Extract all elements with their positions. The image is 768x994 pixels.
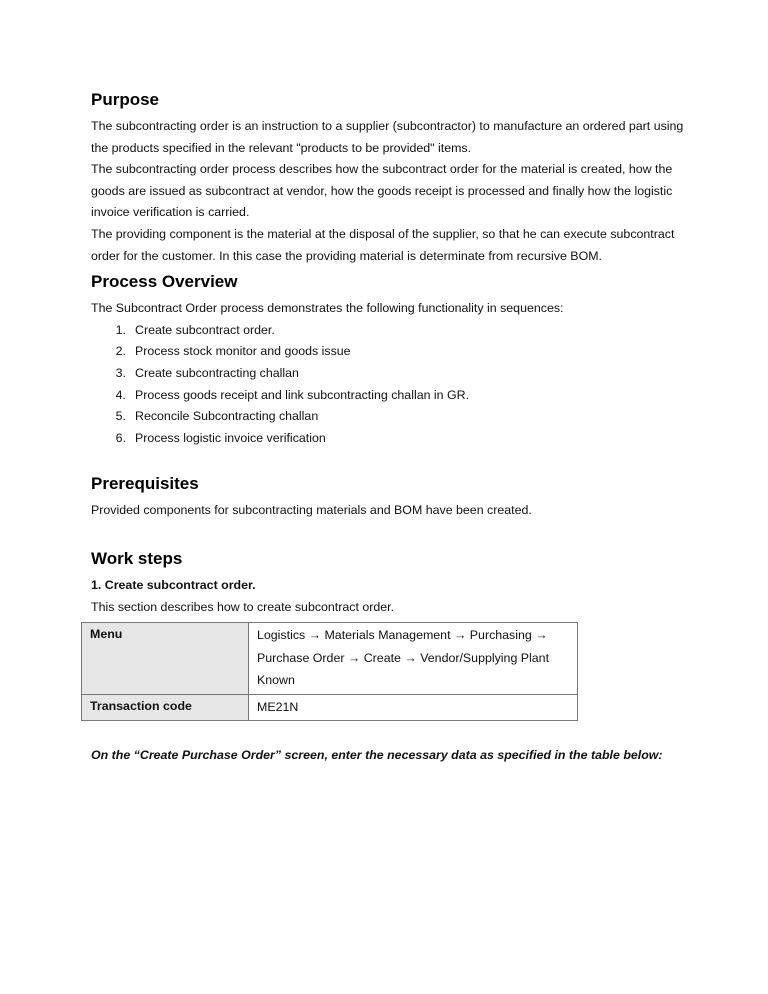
list-item-number: 1. xyxy=(115,322,126,337)
process-overview-section xyxy=(91,270,691,449)
list-item-number: 2. xyxy=(115,344,126,359)
menu-path-line: Known xyxy=(257,673,295,688)
list-item xyxy=(91,320,691,342)
table-row xyxy=(82,694,578,721)
purpose-paragraph: The subcontracting order process describes how the subcontract order for the material is created, how the goods are issued as subcontract at vendor, how the goods receipt is processed and finally how the logistic invoice verification is carried. xyxy=(91,162,673,220)
menu-path-line: Purchase Order → Create → Vendor/Supplying Plant xyxy=(257,650,550,665)
prerequisites-text: Provided components for subcontracting materials and BOM have been created. xyxy=(91,503,532,518)
menu-path-cell xyxy=(249,623,578,695)
menu-path-table xyxy=(81,622,578,721)
prerequisites-section xyxy=(91,472,691,522)
transaction-code-value-cell: ME21N xyxy=(249,694,578,721)
list-item-number: 4. xyxy=(115,387,126,402)
list-item-number: 5. xyxy=(115,409,126,424)
instruction-note: On the “Create Purchase Order” screen, enter the necessary data as specified in the table below: xyxy=(91,748,663,763)
list-item xyxy=(91,428,691,450)
process-steps-list xyxy=(91,320,691,450)
process-overview-heading: Process Overview xyxy=(91,272,238,292)
process-overview-intro: The Subcontract Order process demonstrates the following functionality in sequences: xyxy=(91,301,564,316)
list-item xyxy=(91,385,691,407)
list-item-text: Create subcontract order. xyxy=(135,322,275,337)
menu-label-cell: Menu xyxy=(82,623,249,695)
step-description: This section describes how to create subcontract order. xyxy=(91,599,395,614)
work-steps-section xyxy=(91,547,691,765)
list-item-text: Process logistic invoice verification xyxy=(135,430,326,445)
work-steps-heading: Work steps xyxy=(91,548,183,568)
list-item xyxy=(91,341,691,363)
list-item-text: Process stock monitor and goods issue xyxy=(135,344,351,359)
list-item-text: Create subcontracting challan xyxy=(135,365,299,380)
step-title: 1. Create subcontract order. xyxy=(91,577,256,592)
purpose-paragraph: The subcontracting order is an instruction to a supplier (subcontractor) to manufacture an ordered part using the products specified in the relevant "products to be provided" items. xyxy=(91,119,684,155)
purpose-heading: Purpose xyxy=(91,90,160,109)
list-item-number: 3. xyxy=(115,365,126,380)
purpose-paragraph: The providing component is the material at the disposal of the supplier, so that he can execute subcontract order for the customer. In this case the providing material is determinate from recursive BOM. xyxy=(91,226,675,263)
prerequisites-heading: Prerequisites xyxy=(91,474,199,494)
list-item-text: Process goods receipt and link subcontracting challan in GR. xyxy=(135,387,470,402)
list-item xyxy=(91,406,691,428)
transaction-code-label-cell: Transaction code xyxy=(82,694,249,721)
list-item-number: 6. xyxy=(115,430,126,445)
document-content xyxy=(91,88,691,765)
purpose-section xyxy=(91,88,691,267)
list-item-text: Reconcile Subcontracting challan xyxy=(135,409,319,424)
table-row xyxy=(82,623,578,695)
menu-path-line: Logistics → Materials Management → Purchasing → xyxy=(257,628,548,643)
list-item xyxy=(91,363,691,385)
